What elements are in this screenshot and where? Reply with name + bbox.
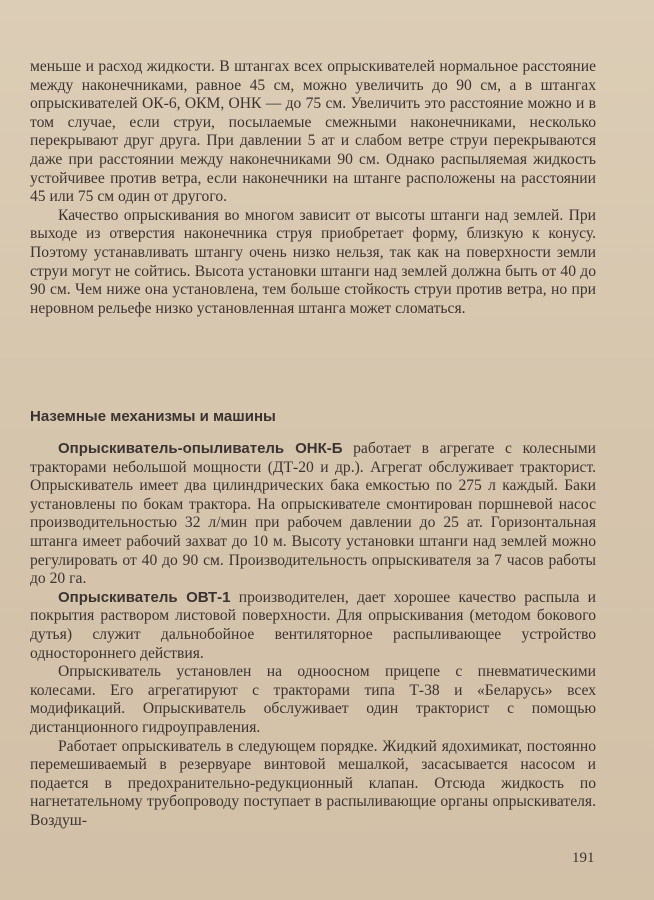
body-text-top — [30, 58, 596, 318]
paragraph-5: Опрыскиватель установлен на одноосном прицепе с пневматическими колесами. Его агрегатируют с тракторами типа Т-38 и «Беларусь» всех модификаций. Опрыскиватель обслуживает один тракторист с помощью дистанционного гидроуправления. — [30, 663, 596, 736]
body-text-bottom — [30, 440, 596, 830]
paragraph-3-text: работает в агрегате с колесными тракторами небольшой мощности (ДТ-20 и др.). Агрегат обслуживает тракторист. Опрыскиватель имеет два цилиндрических бака емкостью по 275 л каждый. Баки установлены по бокам трактора. На опрыскивателе смонтирован поршневой насос производительностью 32 л/мин при рабочем давлении до 25 ат. Горизонтальная штанга имеет рабочий захват до 10 м. Высоту установки штанги над землей можно регулировать от 40 до 90 см. Производительность опрыскивателя за 7 часов работы до 20 га. — [30, 440, 596, 588]
paragraph-4-text: производителен, дает хорошее качество распыла и покрытия раствором листовой поверхности. Для опрыскивания (методом бокового дутья) служит дальнобойное вентиляторное распыливающее устройство одностороннего действия. — [30, 588, 596, 662]
paragraph-3 — [30, 440, 596, 589]
paragraph-6: Работает опрыскиватель в следующем порядке. Жидкий ядохимикат, постоянно перемешиваемый в резервуаре винтовой мешалкой, засасывается насосом и подается в предохранительно-редукционный клапан. Отсюда жидкость по нагнетательному трубопроводу поступает в распыливающие органы опрыскивателя. Воздуш- — [30, 737, 596, 829]
paragraph-2: Качество опрыскивания во многом зависит от высоты штанги над землей. При выходе из отверстия наконечника струя приобретает форму, близкую к конусу. Поэтому устанавливать штангу очень низко нельзя, так как на поверхности земли струи могут не сойтись. Высота установки штанги над землей должна быть от 40 до 90 см. Чем ниже она установлена, тем больше стойкость струи против ветра, но при неровном рельефе низко установленная штанга может сломаться. — [30, 206, 596, 317]
paragraph-1: меньше и расход жидкости. В штангах всех опрыскивателей нормальное расстояние между наконечниками, равное 45 см, можно увеличить до 90 см, а в штангах опрыскивателей ОК-6, ОКМ, ОНК — до 75 см. Увеличить это расстояние можно и в том случае, если струи, посылаемые смежными наконечниками, несколько перекрывают друг друга. При давлении 5 ат и слабом ветре струи перекрываются даже при расстоянии между наконечниками 90 см. Однако распыляемая жидкость устойчивее против ветра, если наконечники на штанге расположены на расстоянии 45 или 75 см один от другого. — [30, 58, 596, 206]
page-number: 191 — [572, 850, 595, 866]
section-heading: Наземные механизмы и машины — [30, 408, 276, 425]
paragraph-4-title: Опрыскиватель ОВТ-1 — [58, 588, 231, 606]
paragraph-3-title: Опрыскиватель-опыливатель ОНК-Б — [58, 440, 343, 457]
paragraph-4 — [30, 589, 596, 663]
